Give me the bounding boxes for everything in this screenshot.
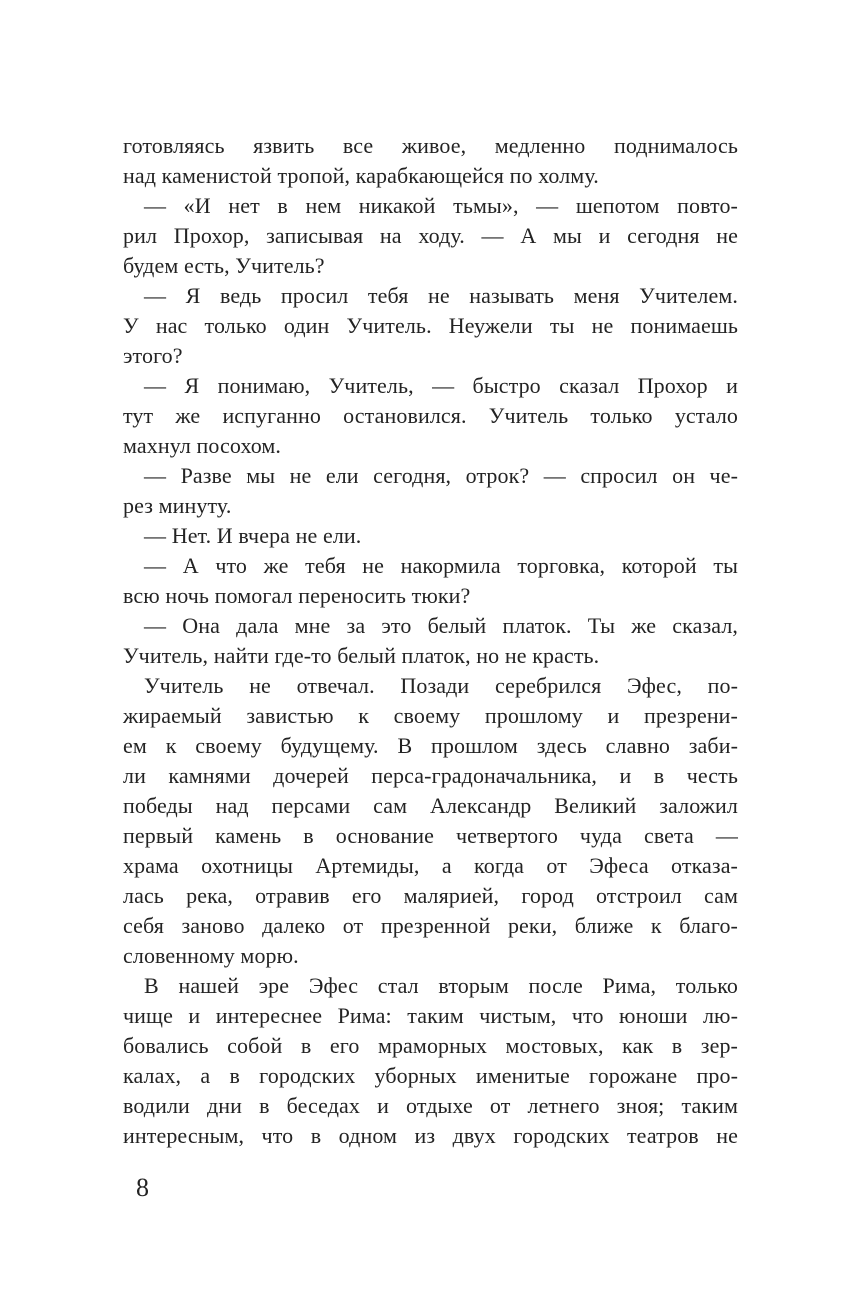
text-line: рил Прохор, записывая на ходу. — А мы и сегодня не — [123, 223, 738, 248]
text-line: будем есть, Учитель? — [123, 253, 325, 278]
text-line: тут же испуганно остановился. Учитель только устало — [123, 403, 738, 428]
paragraph — [123, 461, 738, 521]
text-line: — «И нет в нем никакой тьмы», — шепотом повто- — [144, 193, 738, 218]
text-line: — Я ведь просил тебя не называть меня Учителем. — [144, 283, 738, 308]
text-line: готовляясь язвить все живое, медленно поднималось — [123, 133, 738, 158]
paragraph — [123, 611, 738, 671]
text-line: интересным, что в одном из двух городских театров не — [123, 1123, 738, 1148]
text-line: жираемый завистью к своему прошлому и презрени- — [123, 703, 738, 728]
text-line: храма охотницы Артемиды, а когда от Эфеса отказа- — [123, 853, 738, 878]
text-line: этого? — [123, 343, 183, 368]
text-line: себя заново далеко от презренной реки, ближе к благо- — [123, 913, 738, 938]
text-line: — Нет. И вчера не ели. — [144, 523, 362, 548]
paragraph — [123, 131, 738, 191]
text-line: махнул посохом. — [123, 433, 282, 458]
text-line: У нас только один Учитель. Неужели ты не понимаешь — [123, 313, 738, 338]
text-line: — Разве мы не ели сегодня, отрок? — спросил он че- — [144, 463, 738, 488]
text-line: калах, а в городских уборных именитые горожане про- — [123, 1063, 738, 1088]
text-line: В нашей эре Эфес стал вторым после Рима, только — [144, 973, 738, 998]
text-line: первый камень в основание четвертого чуда света — — [123, 823, 738, 848]
text-line: чище и интереснее Рима: таким чистым, что юноши лю- — [123, 1003, 738, 1028]
text-line: Учитель, найти где-то белый платок, но не красть. — [123, 643, 600, 668]
text-line: лась река, отравив его малярией, город отстроил сам — [123, 883, 738, 908]
paragraph — [123, 281, 738, 371]
text-line: над каменистой тропой, карабкающейся по холму. — [123, 163, 599, 188]
paragraph — [123, 521, 738, 551]
page-number: 8 — [136, 1173, 149, 1202]
text-block — [123, 131, 738, 1151]
text-line: победы над персами сам Александр Великий заложил — [123, 793, 738, 818]
text-line: словенному морю. — [123, 943, 299, 968]
paragraph — [123, 971, 738, 1151]
text-line: — А что же тебя не накормила торговка, которой ты — [144, 553, 738, 578]
text-line: бовались собой в его мраморных мостовых, как в зер- — [123, 1033, 738, 1058]
paragraph — [123, 371, 738, 461]
text-line: ем к своему будущему. В прошлом здесь славно заби- — [123, 733, 738, 758]
paragraph — [123, 671, 738, 971]
paragraph — [123, 191, 738, 281]
text-line: водили дни в беседах и отдыхе от летнего зноя; таким — [123, 1093, 738, 1118]
paragraph — [123, 551, 738, 611]
text-line: рез минуту. — [123, 493, 232, 518]
text-line: — Она дала мне за это белый платок. Ты же сказал, — [144, 613, 738, 638]
text-line: Учитель не отвечал. Позади серебрился Эфес, по- — [144, 673, 738, 698]
text-line: ли камнями дочерей перса-градоначальника, и в честь — [123, 763, 738, 788]
text-line: — Я понимаю, Учитель, — быстро сказал Прохор и — [144, 373, 738, 398]
text-line: всю ночь помогал переносить тюки? — [123, 583, 471, 608]
